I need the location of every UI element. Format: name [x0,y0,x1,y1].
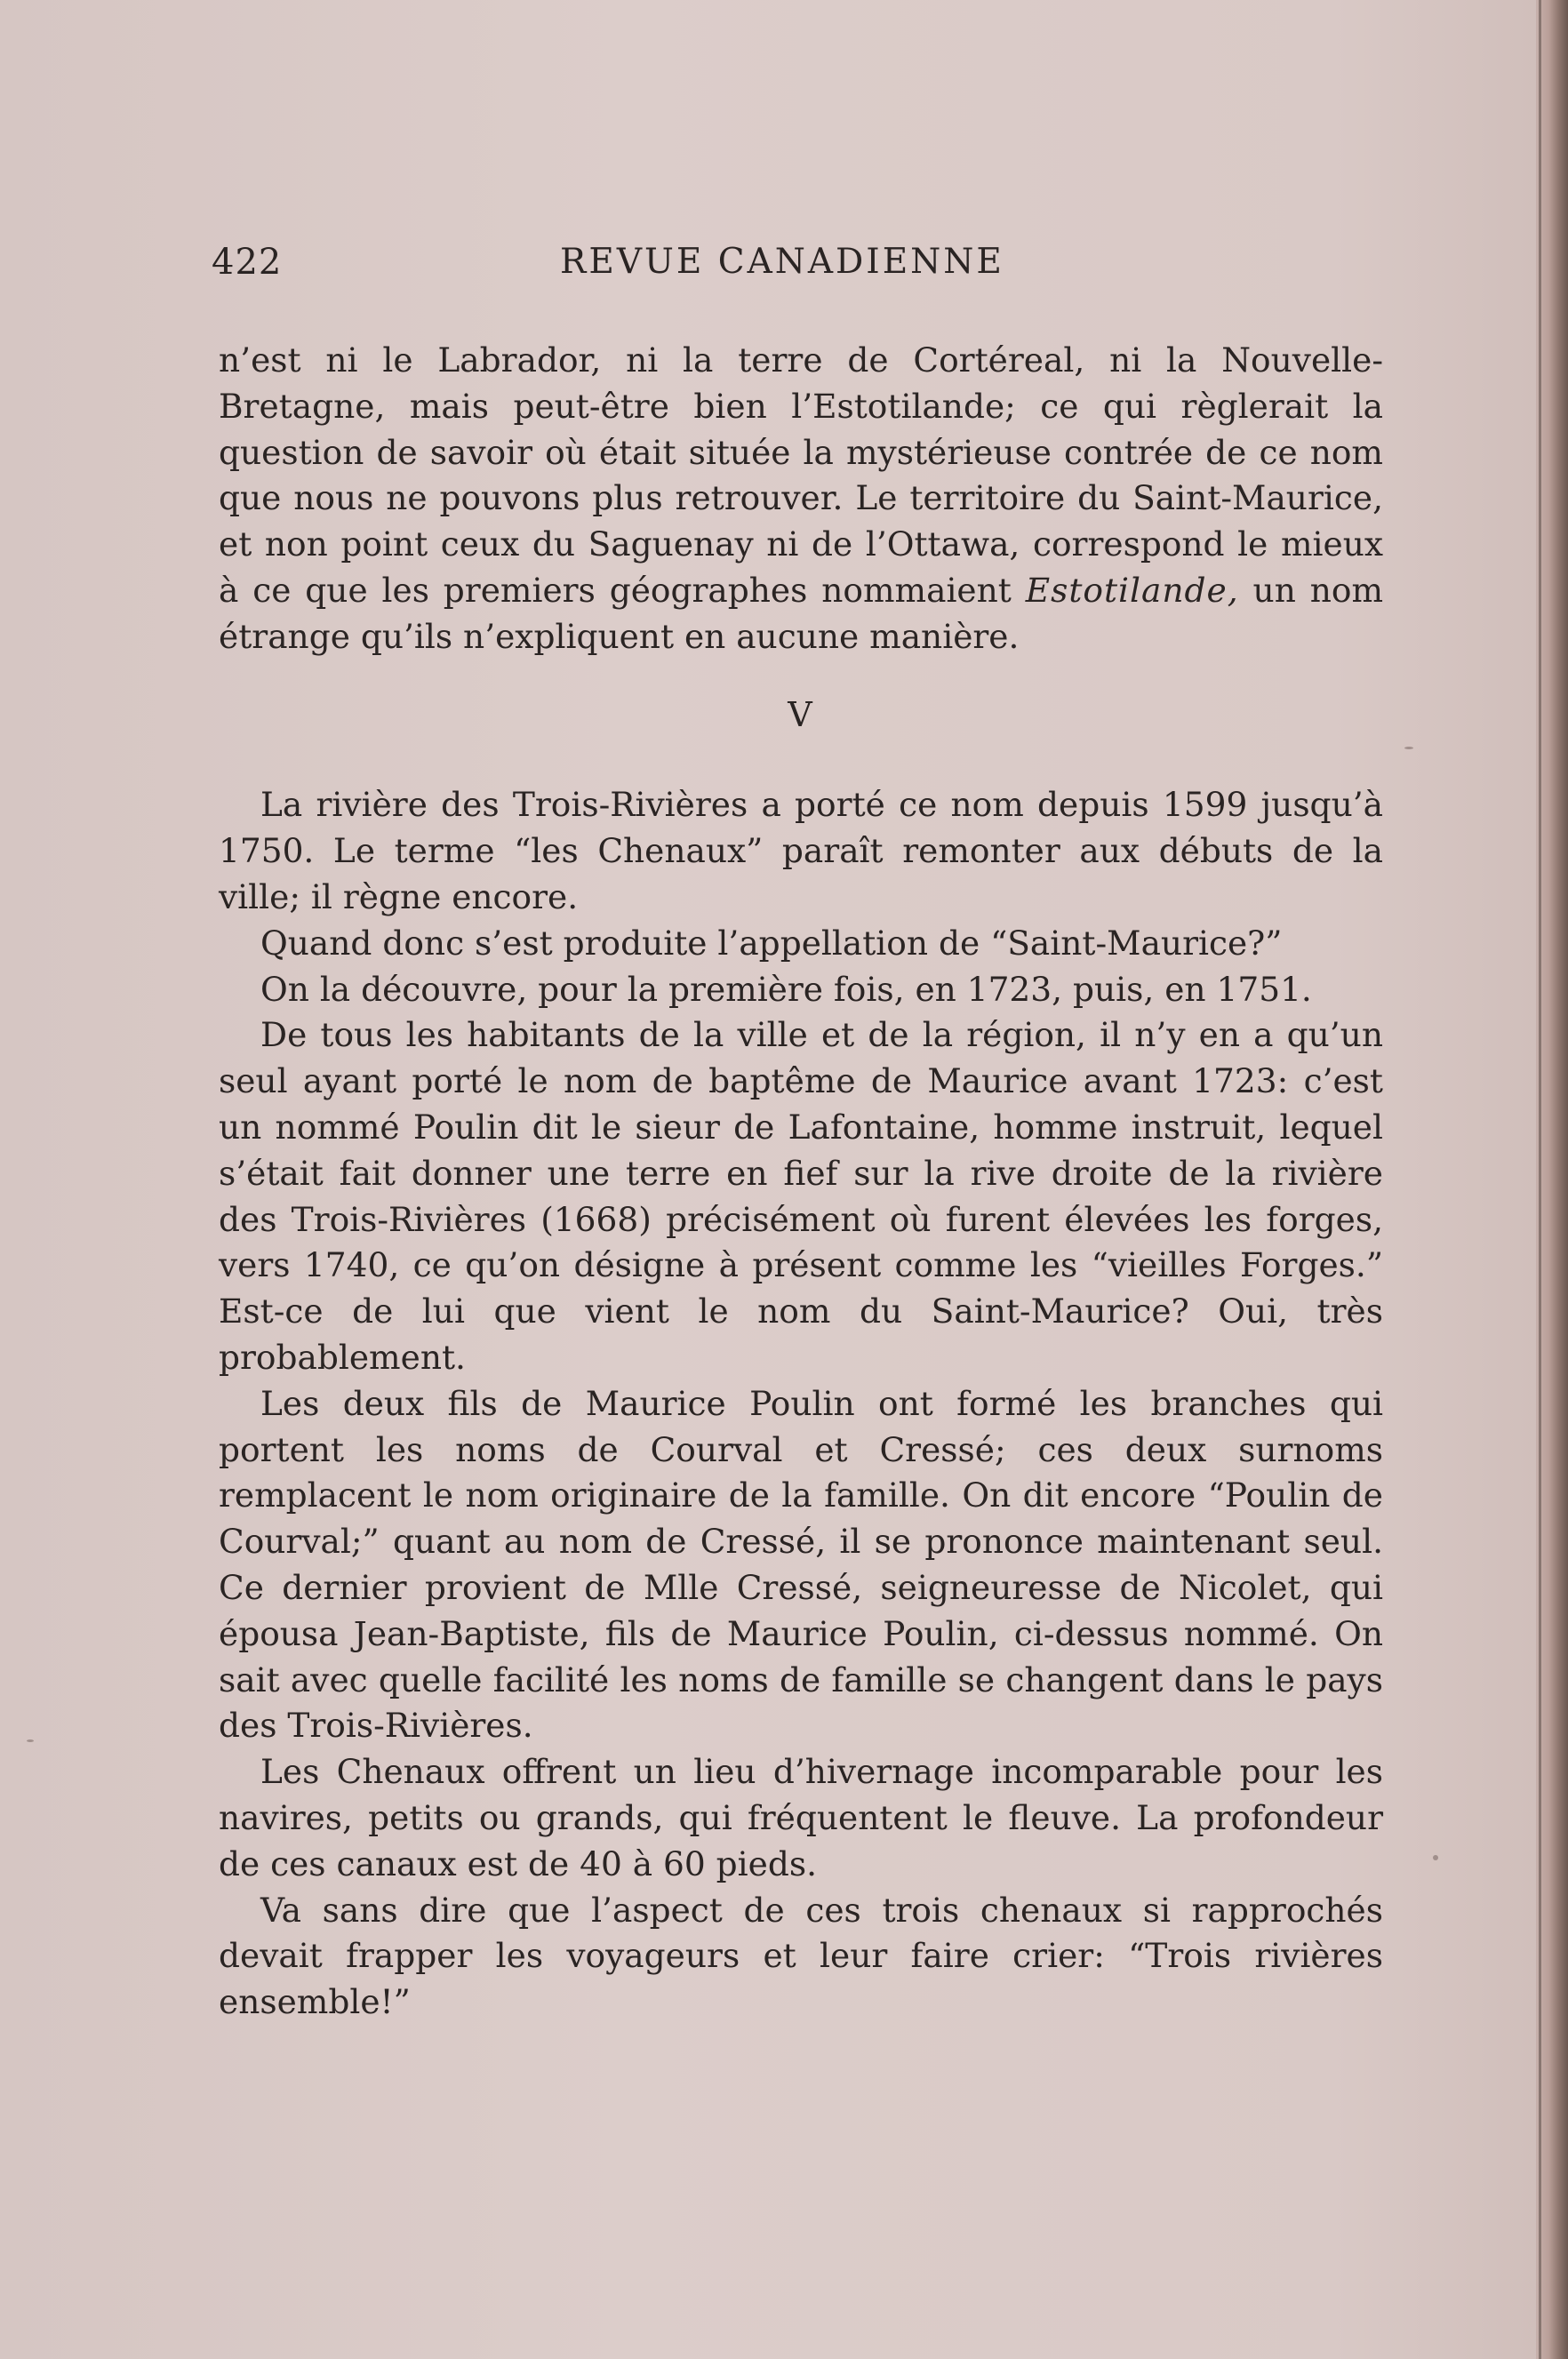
paragraph: Les Chenaux offrent un lieu d’hivernage incomparable pour les navires, petits ou grands, qui fréquentent le fleuve. La profondeur de ces canaux est de 40 à 60 pieds. [219,1752,1383,1883]
paper-speck [27,1739,34,1742]
paper-speck [1433,1855,1438,1860]
body-text [219,338,1383,2026]
page-number: 422 [212,242,283,283]
section-heading: V [788,694,814,734]
continuation-text-start: n’est ni le Labrador, ni la terre de Cortéreal, ni la Nouvelle-Bretagne, mais peut-être bien l’Estotilande; ce qui règlerait la question de savoir où était située la mystérieuse contrée de ce nom que nous ne pouvons plus retrouver. Le territoire du Saint-Maurice, et non point ceux du Saguenay ni de l’Ottawa, correspond le mieux à ce que les premiers géographes nommaient [219,340,1383,610]
page-header [212,242,1385,295]
paragraph: Va sans dire que l’aspect de ces trois chenaux si rapprochés devait frapper les voyageurs et leur faire crier: “Trois rivières ensemble!” [219,1890,1383,2022]
paragraph: De tous les habitants de la ville et de la région, il n’y en a qu’un seul ayant porté le nom de baptême de Maurice avant 1723: c’est un nommé Poulin dit le sieur de Lafontaine, homme instruit, lequel s’était fait donner une terre en fief sur la rive droite de la rivière des Trois-Rivières (1668) précisément où furent élevées les forges, vers 1740, ce qu’on désigne à présent comme les “vieilles Forges.” Est-ce de lui que vient le nom du Saint-Maurice? Oui, très probablement. [219,1015,1383,1377]
continuation-paragraph [219,338,1383,660]
italic-term: Estotilande, [1025,570,1239,610]
continuation-text-end: un nom étrange qu’ils n’expliquent en aucune manière. [219,570,1383,656]
paragraph: Quand donc s’est produite l’appellation de “Saint-Maurice?” [260,923,1283,963]
paragraph: La rivière des Trois-Rivières a porté ce nom depuis 1599 jusqu’à 1750. Le terme “les Chenaux” paraît remonter aux débuts de la ville; il règne encore. [219,785,1383,916]
paragraph: On la découvre, pour la première fois, en 1723, puis, en 1751. [260,969,1312,1009]
running-head: REVUE CANADIENNE [560,242,1004,282]
page-edge-line [1539,0,1541,2359]
paragraph: Les deux fils de Maurice Poulin ont formé les branches qui portent les noms de Courval et Cressé; ces deux surnoms remplacent le nom originaire de la famille. On dit encore “Poulin de Courval;” quant au nom de Cressé, il se prononce maintenant seul. Ce dernier provient de Mlle Cressé, seigneuresse de Nicolet, qui épousa Jean-Baptiste, fils de Maurice Poulin, ci-dessus nommé. On sait avec quelle facilité les noms de famille se changent dans le pays des Trois-Rivières. [219,1383,1383,1746]
paper-speck [1404,747,1413,749]
